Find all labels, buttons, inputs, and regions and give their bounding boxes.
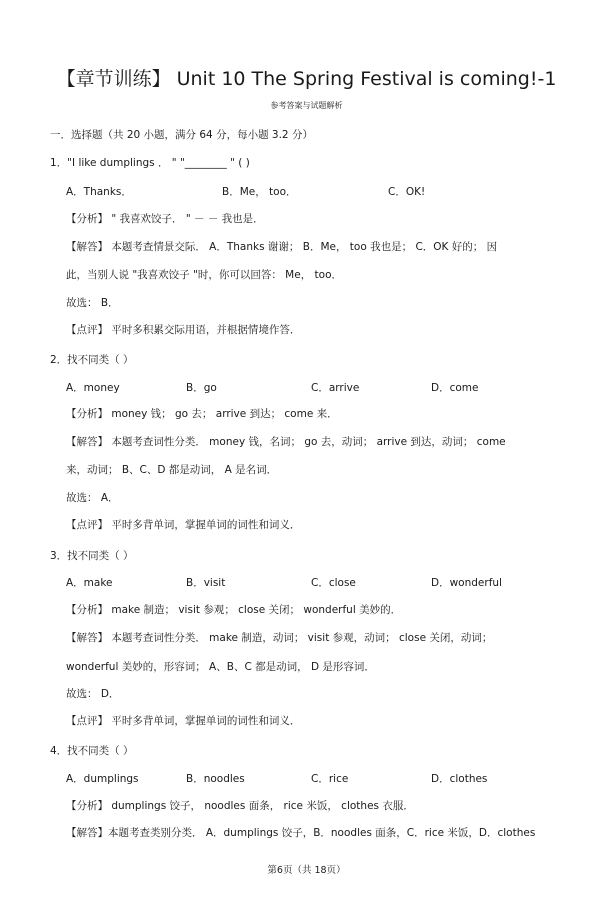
q2-choice: 故选： A． <box>66 492 119 504</box>
q1-answer-line2: 此，当别人说 "我喜欢饺子 "时，你可以回答： Me， too． <box>66 269 342 281</box>
q4-option-d: D．clothes <box>431 773 488 785</box>
page-subtitle: 参考答案与试题解析 <box>270 101 343 110</box>
q4-answer-line1: 【解答】本题考查类别分类． A．dumplings 饺子，B．noodles 面条，C．rice 米饭，D．clothes <box>66 827 536 839</box>
q3-comment: 【点评】 平时多背单词，掌握单词的词性和词义． <box>66 715 301 727</box>
q3-option-d: D．wonderful <box>431 577 502 589</box>
q3-answer-line2: wonderful 美妙的，形容词； A、B、C 都是动词， D 是形容词． <box>66 661 375 673</box>
q4-option-c: C．rice <box>311 773 349 785</box>
q2-option-c: C．arrive <box>311 382 360 394</box>
q3-analysis: 【分析】 make 制造； visit 参观； close 关闭； wonderful 美妙的． <box>66 604 402 616</box>
q1-option-c: C．OK! <box>388 186 426 198</box>
q3-option-a: A．make <box>66 577 113 589</box>
q4-analysis: 【分析】 dumplings 饺子， noodles 面条， rice 米饭， clothes 衣服． <box>66 800 414 812</box>
q3-answer-line1: 【解答】 本题考查词性分类． make 制造，动词； visit 参观，动词； close 关闭，动词； <box>66 632 493 644</box>
q1-option-a: A．Thanks． <box>66 186 132 198</box>
page-title: 【章节训练】 Unit 10 The Spring Festival is coming!-1 <box>56 68 557 90</box>
section-heading: 一．选择题（共 20 小题，满分 64 分，每小题 3.2 分） <box>50 129 313 141</box>
q4-option-b: B．noodles <box>186 773 245 785</box>
q2-comment: 【点评】 平时多背单词，掌握单词的词性和词义． <box>66 519 301 531</box>
q2-answer-line2: 来，动词； B、C、D 都是动词， A 是名词． <box>66 464 278 476</box>
q1-stem: 1．"I like dumplings ． " "________ " ( ) <box>50 157 250 169</box>
page-footer: 第6页（共 18页） <box>267 865 346 876</box>
q2-answer-line1: 【解答】 本题考查词性分类． money 钱，名词； go 去，动词； arrive 到达，动词； come <box>66 436 506 448</box>
q3-choice: 故选： D． <box>66 688 120 700</box>
q2-option-d: D．come <box>431 382 479 394</box>
q4-option-a: A．dumplings <box>66 773 139 785</box>
q1-choice: 故选： B． <box>66 297 119 309</box>
q1-analysis: 【分析】 " 我喜欢饺子． " － － 我也是． <box>66 213 264 225</box>
q2-option-b: B．go <box>186 382 217 394</box>
q3-option-b: B．visit <box>186 577 226 589</box>
q2-stem: 2．找不同类（ ） <box>50 354 134 366</box>
q3-stem: 3．找不同类（ ） <box>50 550 134 562</box>
q4-stem: 4．找不同类（ ） <box>50 745 134 757</box>
q2-analysis: 【分析】 money 钱； go 去； arrive 到达； come 来． <box>66 408 338 420</box>
q1-option-b: B．Me， too． <box>222 186 297 198</box>
q3-option-c: C．close <box>311 577 356 589</box>
q1-answer-line1: 【解答】 本题考查情景交际． A．Thanks 谢谢； B．Me， too 我也是； C．OK 好的； 因 <box>66 241 498 253</box>
q1-comment: 【点评】 平时多积累交际用语，并根据情境作答． <box>66 324 301 336</box>
q2-option-a: A．money <box>66 382 120 394</box>
